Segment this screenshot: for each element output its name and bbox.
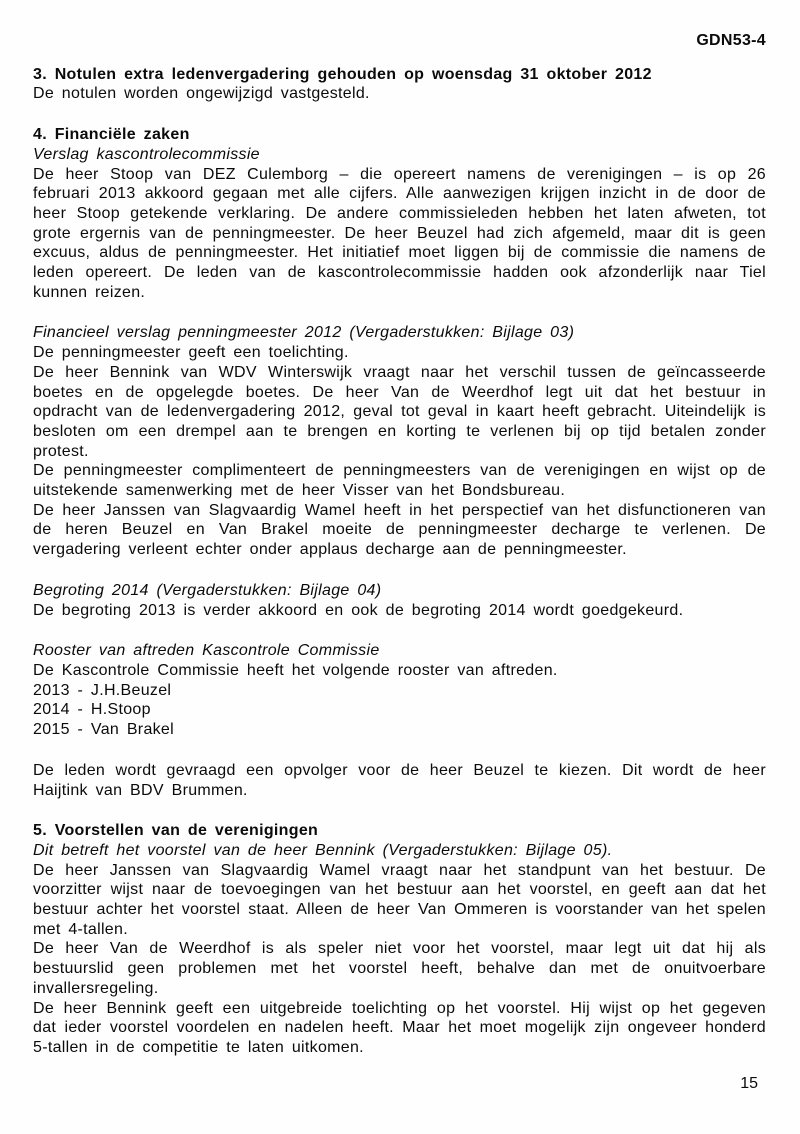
subsection-rooster-van-aftreden (33, 641, 766, 800)
section-4-heading: 4. Financiële zaken (33, 126, 190, 144)
roster-item: 2014 - H.Stoop (33, 701, 151, 719)
paragraph: De begroting 2013 is verder akkoord en ook de begroting 2014 wordt goedgekeurd. (33, 601, 684, 619)
page-number: 15 (740, 1075, 758, 1092)
doc-code: GDN53-4 (696, 32, 766, 49)
subsection-financieel-verslag (33, 323, 766, 559)
paragraph: De heer Janssen van Slagvaardig Wamel vraagt naar het standpunt van het bestuur. De voorzitter wijst naar de toevoegingen van het bestuur aan het voorstel, en geeft aan dat het bestuur achter het voorstel staat. Alleen de heer Van Ommeren is voorstander van het spelen met 4-tallen. (33, 861, 766, 938)
section-5-heading: 5. Voorstellen van de verenigingen (33, 822, 319, 840)
subsection-title: Financieel verslag penningmeester 2012 (Vergaderstukken: Bijlage 03) (33, 324, 575, 342)
section-5-voorstellen (33, 821, 766, 1057)
paragraph: De heer Bennink van WDV Winterswijk vraagt naar het verschil tussen de geïncasseerde boetes en de opgelegde boetes. De heer Van de Weerdhof legt uit dat het bestuur in opdracht van de ledenvergadering 2012, geval tot geval in kaart heeft gebracht. Uiteindelijk is besloten om een drempel aan te brengen en korting te verlenen bij op tijd betalen zonder protest. (33, 363, 766, 460)
section-3-heading: 3. Notulen extra ledenvergadering gehouden op woensdag 31 oktober 2012 (33, 65, 652, 83)
paragraph: De leden wordt gevraagd een opvolger voor de heer Beuzel te kiezen. Dit wordt de heer Haijtink van BDV Brummen. (33, 761, 766, 799)
subsection-title: Begroting 2014 (Vergaderstukken: Bijlage 04) (33, 581, 382, 599)
section-4-financiele-zaken (33, 125, 766, 800)
paragraph: De heer Bennink geeft een uitgebreide toelichting op het voorstel. Hij wijst op het gegeven dat ieder voorstel voordelen en nadelen heeft. Maar het moet mogelijk zijn ongeveer honderd 5-tallen in de competitie te laten uitkomen. (33, 999, 766, 1056)
paragraph: De heer Janssen van Slagvaardig Wamel heeft in het perspectief van het disfunctioneren van de heren Beuzel en Van Brakel moeite de penningmeester decharge te verlenen. De vergadering verleent echter onder applaus decharge aan de penningmeester. (33, 501, 766, 559)
section-3-paragraph: De notulen worden ongewijzigd vastgesteld. (33, 85, 370, 103)
paragraph: De penningmeester geeft een toelichting. (33, 344, 349, 362)
paragraph: De heer Stoop van DEZ Culemborg – die opereert namens de verenigingen – is op 26 februari 2013 akkoord gegaan met alle cijfers. Alle aanwezigen krijgen inzicht in de door de heer Stoop getekende verklaring. De andere commissieleden hebben het laten afweten, tot grote ergernis van de penningmeester. De heer Beuzel had zich afgemeld, maar dit is geen excuus, aldus de penningmeester. Het initiatief moet liggen bij de commissie die namens de leden opereert. De leden van de kascontrolecommissie hadden ook afzonderlijk naar Tiel kunnen reizen. (33, 165, 766, 301)
subsection-begroting-2014 (33, 581, 766, 620)
roster-item: 2013 - J.H.Beuzel (33, 681, 172, 699)
subsection-verslag-kascontrolecommissie (33, 145, 766, 303)
roster-item: 2015 - Van Brakel (33, 721, 174, 739)
subsection-title: Verslag kascontrolecommissie (33, 145, 260, 163)
paragraph: De penningmeester complimenteert de penningmeesters van de verenigingen en wijst op de uitstekende samenwerking met de heer Visser van het Bondsbureau. (33, 462, 766, 500)
section-3-notulen (33, 65, 766, 104)
paragraph: De heer Van de Weerdhof is als speler niet voor het voorstel, maar legt uit dat hij als bestuurslid geen problemen met het voorstel heeft, behalve dan met de onuitvoerbare invallersregeling. (33, 940, 766, 997)
paragraph: De Kascontrole Commissie heeft het volgende rooster van aftreden. (33, 661, 558, 679)
subsection-title: Dit betreft het voorstel van de heer Bennink (Vergaderstukken: Bijlage 05). (33, 841, 613, 859)
subsection-title: Rooster van aftreden Kascontrole Commissie (33, 642, 380, 660)
